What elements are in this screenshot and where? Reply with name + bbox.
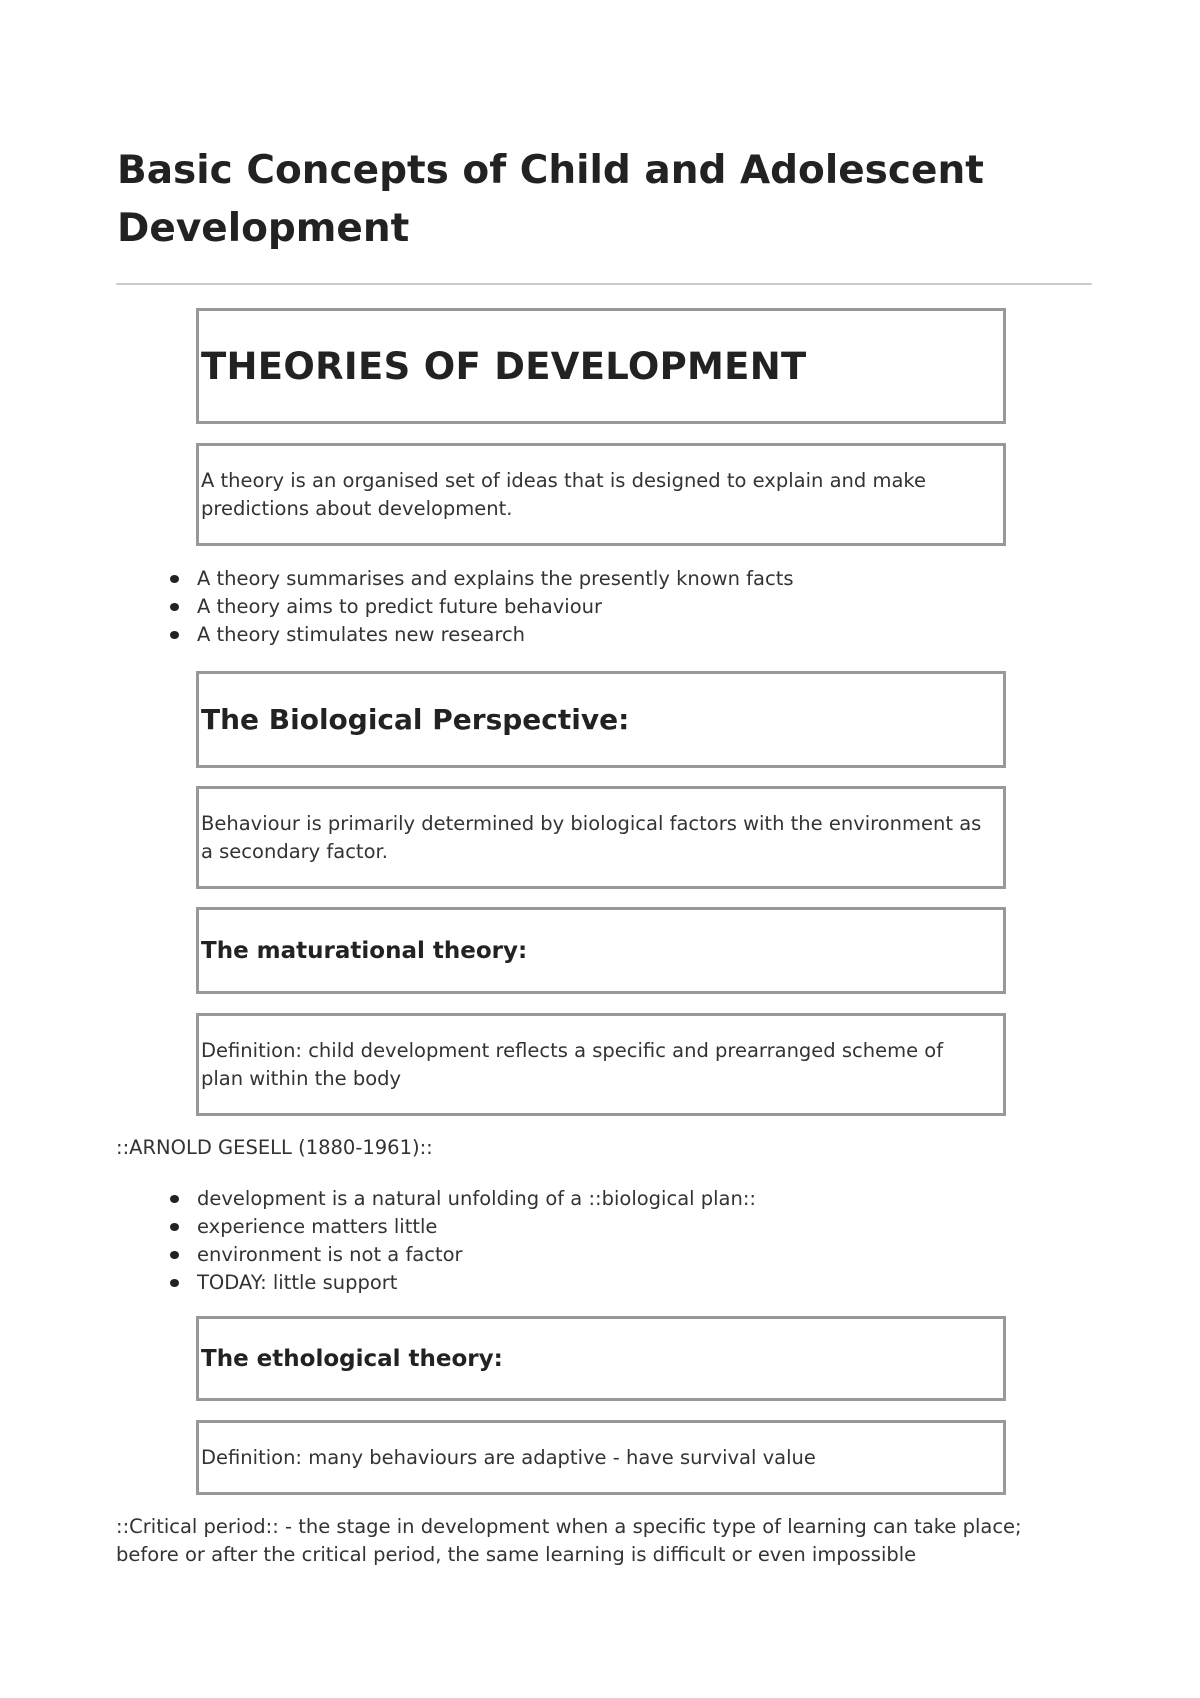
biological-definition-box [196,786,1006,889]
gesell-points-list [168,1185,756,1297]
ethological-definition-box [196,1420,1006,1495]
biological-heading-box [196,671,1006,768]
bullet-icon [170,631,179,639]
list-item: development is a natural unfolding of a ::biological plan:: [168,1185,756,1213]
bullet-icon [170,603,179,611]
bullet-icon [170,1251,179,1259]
theory-definition-text: A theory is an organised set of ideas that is designed to explain and make predictions about development. [201,468,926,520]
gesell-label: ::ARNOLD GESELL (1880-1961):: [116,1136,433,1159]
maturational-heading-box [196,907,1006,994]
theory-definition-box [196,443,1006,546]
maturational-heading: The maturational theory: [201,937,528,964]
title-divider [116,283,1092,285]
biological-heading: The Biological Perspective: [201,703,630,736]
biological-definition-text: Behaviour is primarily determined by biological factors with the environment as a secondary factor. [201,811,982,863]
list-item: experience matters little [168,1213,756,1241]
theory-points-list [168,565,794,649]
ethological-definition-text: Definition: many behaviours are adaptive - have survival value [201,1445,816,1469]
document-title: Basic Concepts of Child and Adolescent Development [117,148,984,251]
ethological-heading-box [196,1316,1006,1401]
bullet-icon [170,575,179,583]
theories-heading: THEORIES OF DEVELOPMENT [201,344,807,388]
critical-period-paragraph: ::Critical period:: - the stage in development when a specific type of learning can take place; before or after the critical period, the same learning is difficult or even impossible [116,1515,1022,1566]
ethological-heading: The ethological theory: [201,1345,503,1372]
list-item: A theory aims to predict future behaviour [168,593,794,621]
maturational-definition-box [196,1013,1006,1116]
list-item: A theory summarises and explains the presently known facts [168,565,794,593]
list-item: A theory stimulates new research [168,621,794,649]
bullet-icon [170,1279,179,1287]
list-item: environment is not a factor [168,1241,756,1269]
bullet-icon [170,1195,179,1203]
list-item: TODAY: little support [168,1269,756,1297]
theories-heading-box [196,308,1006,424]
maturational-definition-text: Definition: child development reflects a specific and prearranged scheme of plan within the body [201,1038,944,1090]
bullet-icon [170,1223,179,1231]
